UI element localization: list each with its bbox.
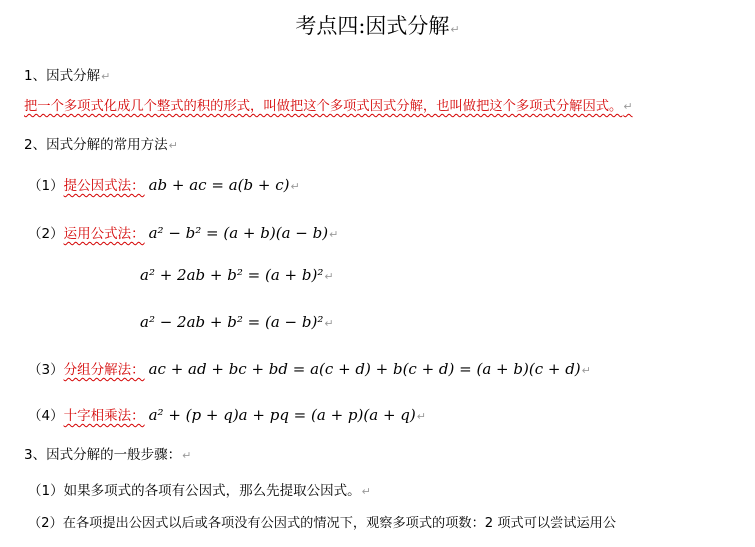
step-2: （2）在各项提出公因式以后或各项没有公因式的情况下，观察多项式的项数：2 项式可以尝试运用公 xyxy=(28,516,617,531)
method-number: （1） xyxy=(28,178,64,194)
method-number: （3） xyxy=(28,362,64,378)
method-4: （4）十字相乘法： a² + (p + q)a + pq = (a + p)(a + q)↵ xyxy=(28,406,426,424)
method-label: 十字相乘法： xyxy=(63,408,145,424)
method-number: （2） xyxy=(28,226,64,242)
factorization-definition: 把一个多项式化成几个整式的积的形式，叫做把这个多项式因式分解，也叫做把这个多项式分解因式。↵ xyxy=(24,99,633,114)
method-label: 提公因式法： xyxy=(63,178,145,194)
method-formula: a² + 2ab + b² = (a + b)² xyxy=(140,266,324,284)
method-2-formula-square-sum: a² + 2ab + b² = (a + b)²↵ xyxy=(140,266,334,284)
method-label: 分组分解法： xyxy=(63,362,145,378)
method-formula: ac + ad + bc + bd = a(c + d) + b(c + d) = (a + b)(c + d) xyxy=(148,360,581,378)
step-1: （1）如果多项式的各项有公因式，那么先提取公因式。↵ xyxy=(28,483,371,499)
method-2: （2）运用公式法： a² − b² = (a + b)(a − b)↵ xyxy=(28,224,339,242)
method-number: （4） xyxy=(28,408,64,424)
section3-heading: 3、因式分解的一般步骤：↵ xyxy=(24,447,192,463)
section2-heading: 2、因式分解的常用方法↵ xyxy=(24,137,178,153)
method-3: （3）分组分解法： ac + ad + bc + bd = a(c + d) + b(c + d) = (a + b)(c + d)↵ xyxy=(28,360,591,378)
method-label: 运用公式法： xyxy=(63,226,145,242)
section1-heading: 1、因式分解↵ xyxy=(24,68,111,84)
method-formula: a² − 2ab + b² = (a − b)² xyxy=(140,313,324,331)
method-formula: a² − b² = (a + b)(a − b) xyxy=(148,224,329,242)
method-1: （1）提公因式法： ab + ac = a(b + c)↵ xyxy=(28,176,300,194)
method-formula: ab + ac = a(b + c) xyxy=(148,176,290,194)
method-2-formula-square-diff: a² − 2ab + b² = (a − b)²↵ xyxy=(140,313,334,331)
page-title: 考点四:因式分解↵ xyxy=(295,14,460,38)
method-formula: a² + (p + q)a + pq = (a + p)(a + q) xyxy=(148,406,416,424)
